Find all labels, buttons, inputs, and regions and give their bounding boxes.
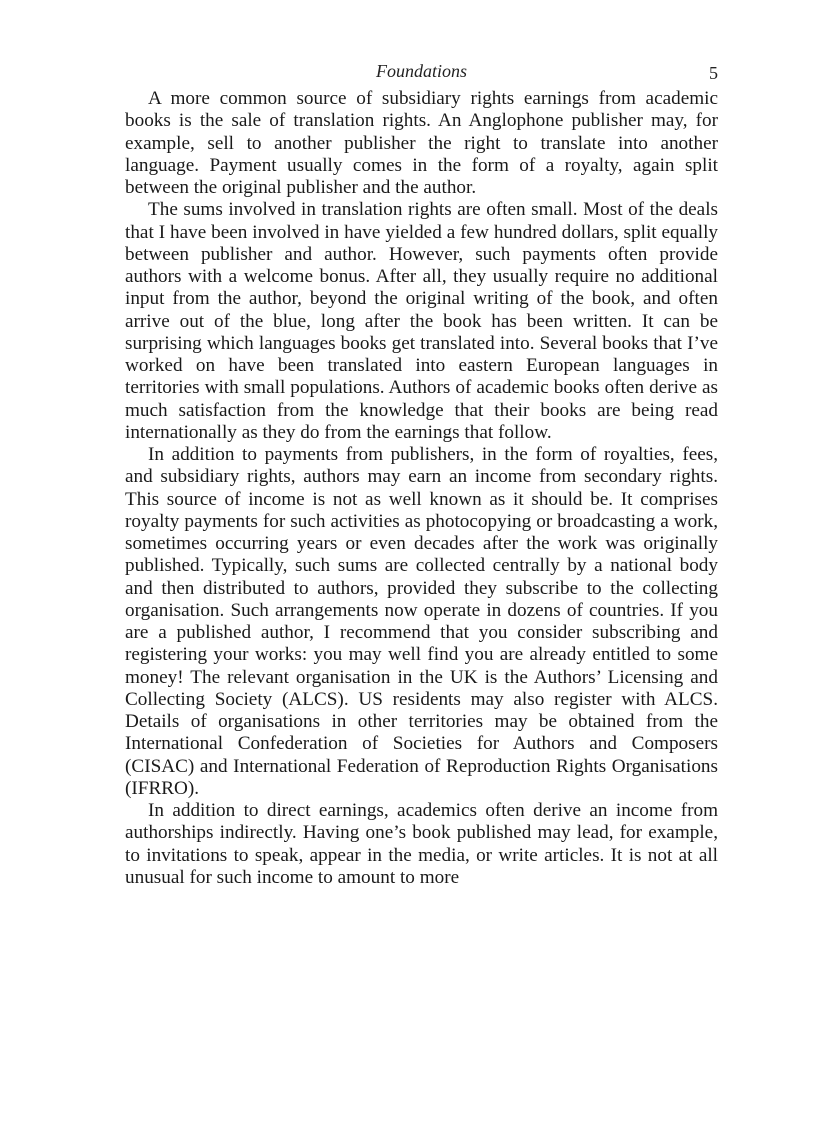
book-page xyxy=(125,58,718,889)
paragraph: The sums involved in translation rights are often small. Most of the deals that I have been involved in have yielded a few hundred dollars, split equally between publisher and author. However, such payments often provide authors with a welcome bonus. After all, they usually require no additional input from the author, beyond the original writing of the book, and often arrive out of the blue, long after the book has been written. It can be surprising which languages books get translated into. Several books that I’ve worked on have been translated into eastern European languages in territories with small populations. Authors of academic books often derive as much satisfaction from the knowledge that their books are being read internationally as they do from the earnings that follow. xyxy=(125,199,718,443)
running-head xyxy=(125,58,718,88)
running-title: Foundations xyxy=(375,61,467,81)
body-text xyxy=(125,88,718,889)
paragraph: A more common source of subsidiary rights earnings from academic books is the sale of translation rights. An Anglophone publisher may, for example, sell to another publisher the right to translate into another language. Payment usually comes in the form of a royalty, again split between the original publisher and the author. xyxy=(125,88,718,198)
paragraph: In addition to direct earnings, academics often derive an income from authorships indirectly. Having one’s book published may lead, for example, to invitations to speak, appear in the media, or write articles. It is not at all unusual for such income to amount to more xyxy=(125,800,718,888)
paragraph: In addition to payments from publishers, in the form of royalties, fees, and subsidiary rights, authors may earn an income from secondary rights. This source of income is not as well known as it should be. It comprises royalty payments for such activities as photocopying or broadcasting a work, sometimes occurring years or even decades after the work was originally published. Typically, such sums are collected centrally by a national body and then distributed to authors, provided they subscribe to the collecting organisation. Such arrangements now operate in dozens of countries. If you are a published author, I recommend that you consider subscribing and registering your works: you may well find you are already entitled to some money! The relevant organisation in the UK is the Authors’ Licensing and Collecting Society (ALCS). US residents may also register with ALCS. Details of organisations in other territories may be obtained from the International Confederation of Societies for Authors and Composers (CISAC) and International Federation of Reproduction Rights Organisations (IFRRO). xyxy=(125,444,718,799)
page-number: 5 xyxy=(709,63,718,83)
